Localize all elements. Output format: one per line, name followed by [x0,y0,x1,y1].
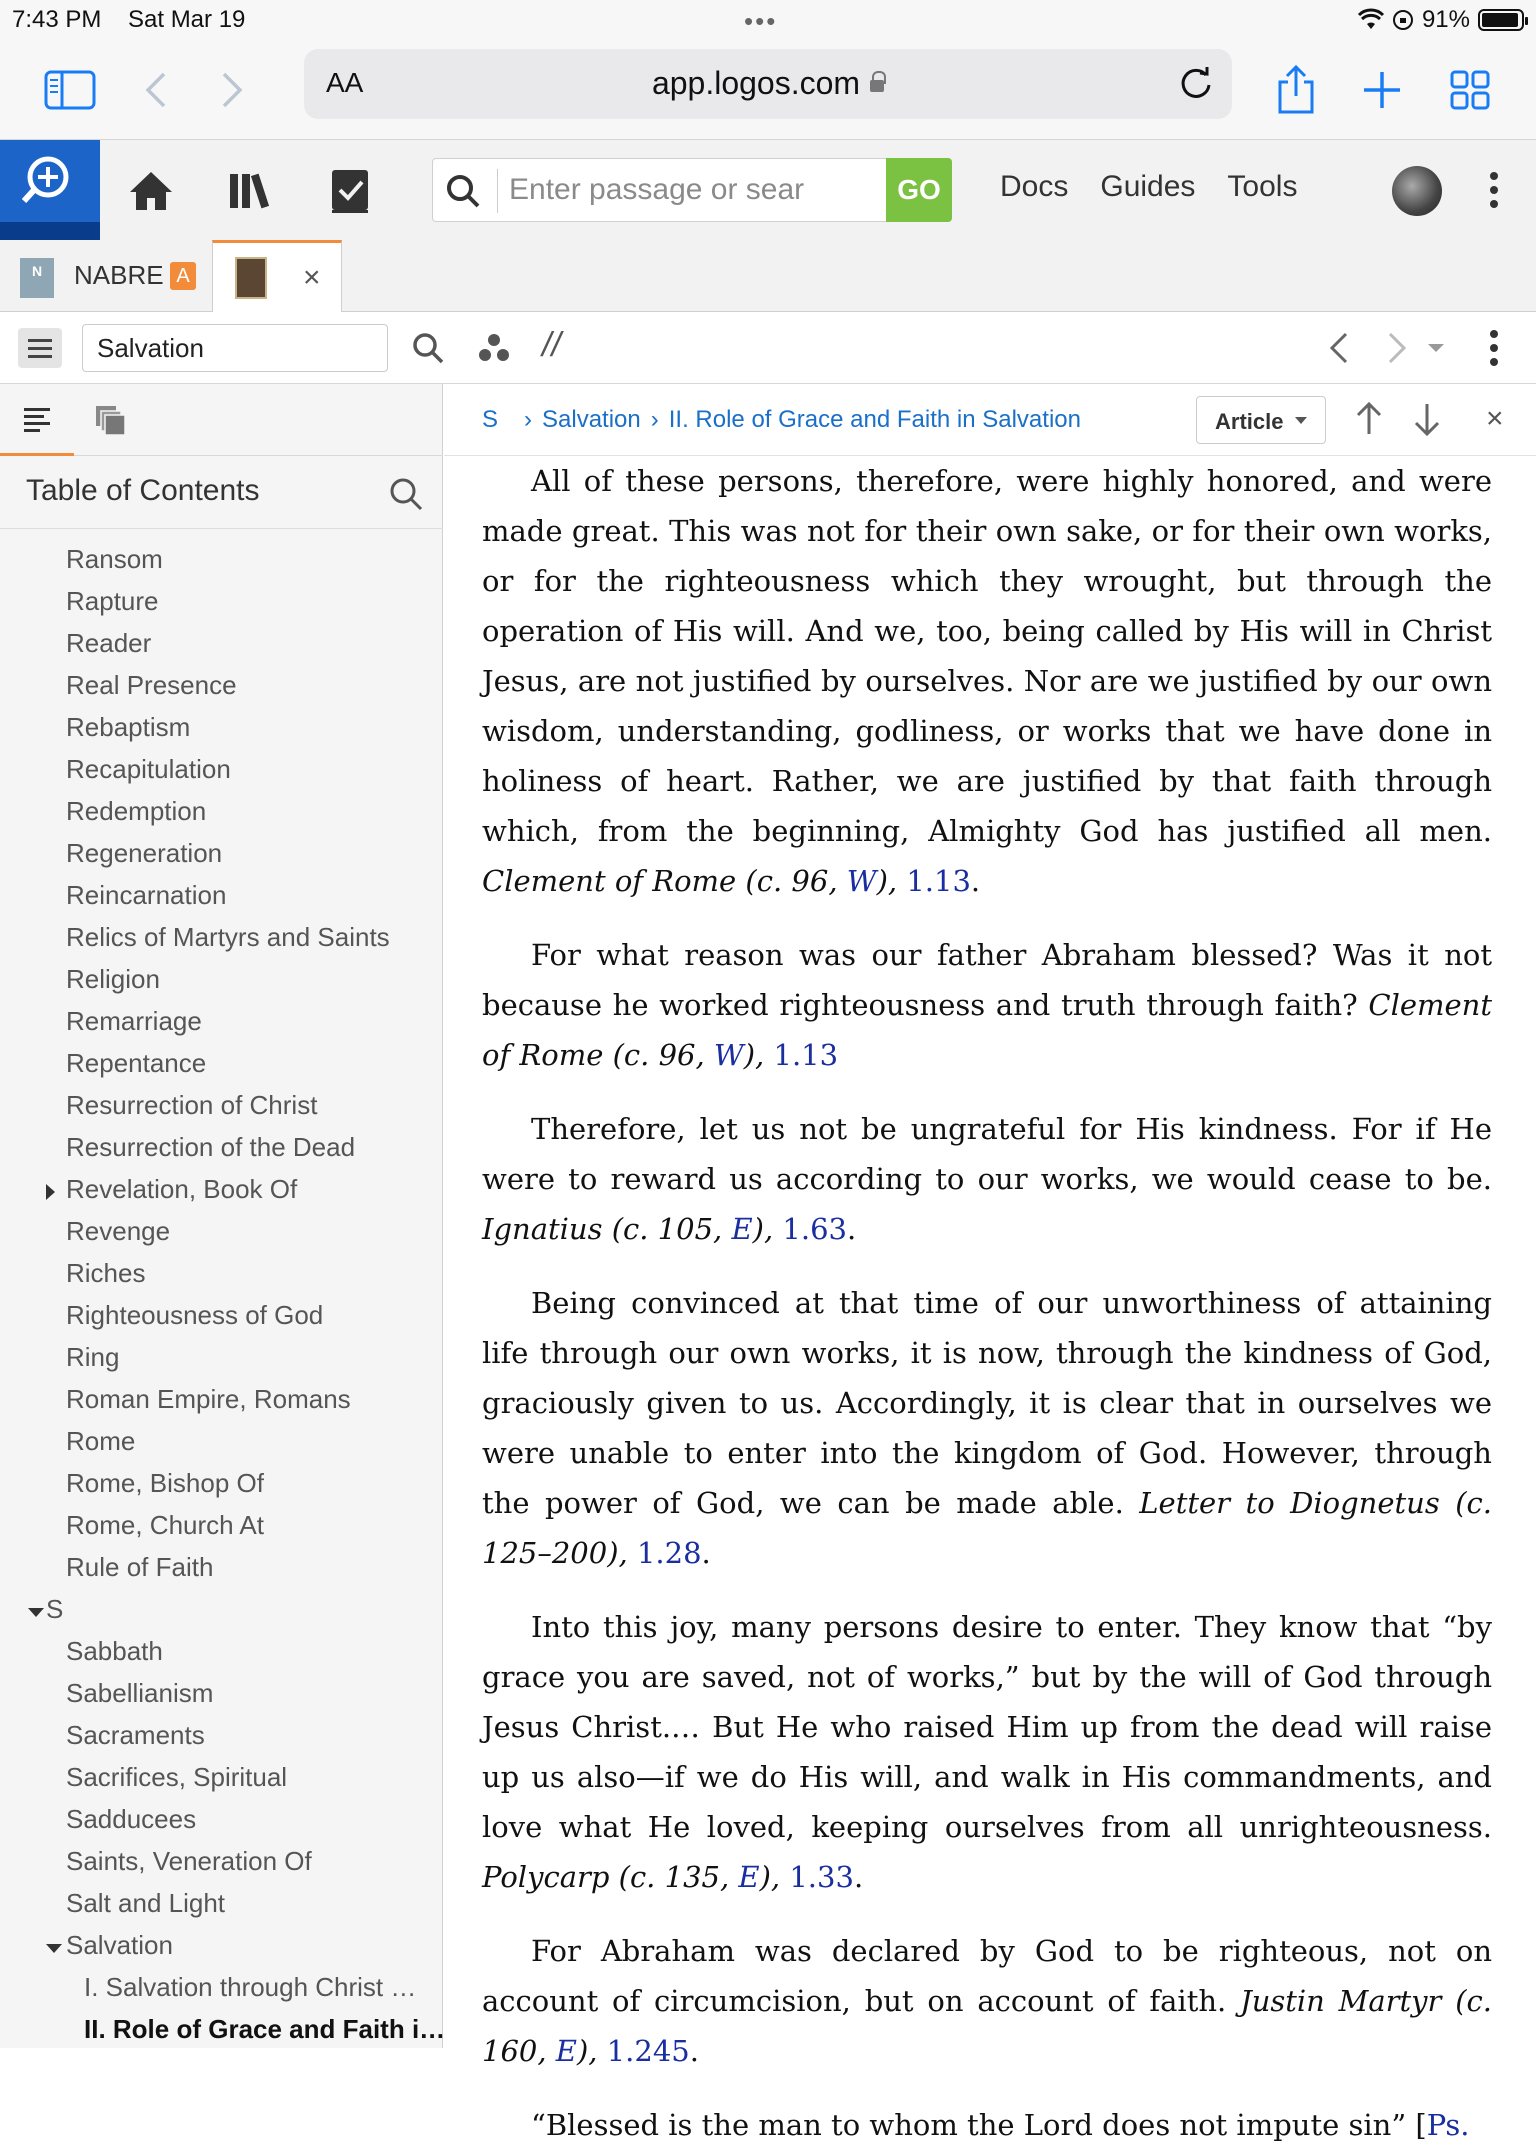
toc-item[interactable] [0,586,443,628]
citation-source: Polycarp (c. 135, [482,1860,739,1894]
visual-filters-icon[interactable] [476,330,512,366]
toc-item-label: Repentance [66,1048,207,1078]
toc-item[interactable] [0,1888,443,1930]
article-paragraph [482,1602,1492,1902]
toc-item[interactable] [0,880,443,922]
toc-title: Table of Contents [26,474,260,507]
toc-item[interactable] [0,754,443,796]
wifi-icon [1358,9,1384,31]
toc-item-label: Resurrection of the Dead [66,1132,356,1162]
citation-source: Ignatius (c. 105, [482,1212,732,1246]
toc-item-label: Reader [66,628,152,658]
history-dropdown-icon[interactable] [1418,330,1454,366]
breadcrumb-root[interactable]: S [482,406,499,433]
paragraph-end: . [970,864,981,898]
toc-item[interactable] [0,1132,443,1174]
expand-caret-icon[interactable] [46,1184,55,1200]
toc-item[interactable] [0,796,443,838]
toc-item-label: Roman Empire, Romans [66,1384,351,1414]
reference-box[interactable] [82,324,388,372]
tab-stack-icon[interactable] [94,404,126,436]
toc-item[interactable] [0,1720,443,1762]
tab-toc[interactable] [0,384,74,456]
toc-item[interactable] [0,1510,443,1552]
paragraph-text: All of these persons, therefore, were highly honored, and were made great. This was not for their own sake, or for their own works, or for the righteousness which they wrought, but through the operation of His will. And we, too, being called by His will in Christ Jesus, are not justified by ourselves. Nor are we justified by our own wisdom, understanding, godliness, or works that we have done in holiness of heart. Rather, we are justified by that faith through which, from the beginning, Almighty God has justified all men. [482,464,1492,848]
toc-item[interactable] [0,1048,443,1090]
interlinear-toggle[interactable]: // [542,326,561,364]
citation-text: ), [576,2034,607,2068]
toc-item[interactable] [0,1552,443,1594]
toc-item-label: Saints, Veneration Of [66,1846,312,1876]
address-bar[interactable] [304,49,1232,119]
toc-item[interactable] [0,1258,443,1300]
toc-item-label: Relics of Martyrs and Saints [66,922,390,952]
article-paragraph [482,1104,1492,1254]
toc-item[interactable] [0,1342,443,1384]
toc-item-label: Real Presence [66,670,237,700]
docs-link[interactable]: Docs [1000,170,1069,203]
toc-item[interactable] [0,1384,443,1426]
reading-plan-icon[interactable] [326,166,376,216]
page-reference-link[interactable]: Ps. [1426,2108,1470,2142]
toc-item-label: Regeneration [66,838,223,868]
toc-item[interactable] [0,712,443,754]
article-paragraph [482,2100,1492,2150]
toc-item-label: Rome, Church At [66,1510,264,1540]
logos-logo-icon[interactable] [0,140,100,240]
page-reference-link[interactable]: 1.245 [606,2034,690,2068]
toc-item[interactable] [0,922,443,964]
history-back-icon[interactable] [1322,330,1358,366]
text-size-button[interactable]: AA [326,67,364,98]
breadcrumb-bar [444,384,1536,456]
paragraph-text: “Blessed is the man to whom the Lord does not impute sin” [ [531,2108,1427,2142]
tab-active-resource[interactable] [212,240,342,313]
toc-item-label: Righteousness of God [66,1300,324,1330]
reload-icon[interactable] [1176,63,1216,103]
status-time: 7:43 PM [12,6,102,33]
status-date: Sat Mar 19 [128,6,246,33]
toc-item[interactable] [0,1426,443,1468]
toc-item-label: Revenge [66,1216,171,1246]
toc-item-label: Ring [66,1342,120,1372]
go-button[interactable]: GO [886,158,952,222]
toc-item-label: Sabellianism [66,1678,214,1708]
citation-source: Letter to Diognetus (c. 125–200), [482,1486,1492,1570]
toc-item[interactable] [0,838,443,880]
panel-menu-icon[interactable] [18,328,62,368]
toc-item[interactable] [0,964,443,1006]
multitasking-dots-icon[interactable]: ••• [744,6,778,36]
toc-list [0,544,446,2056]
toc-item[interactable] [0,544,443,586]
panel-more-icon[interactable] [1490,330,1500,370]
tab-nabre[interactable] [0,240,212,312]
toc-item[interactable] [0,1594,443,1636]
link-set-badge[interactable]: A [170,262,196,290]
toc-item-label: Reincarnation [66,880,227,910]
paragraph-text: Into this joy, many persons desire to enter. They know that “by grace you are saved, not of works,” but by the will of God through Jesus Christ.… But He who raised Him up from the dead will raise up us also—if we do His will, and walk in His commandments, and love what He loved, keeping ourselves from all unrighteousness. [482,1610,1492,1844]
toc-item-label: Riches [66,1258,146,1288]
toc-item[interactable] [0,1762,443,1804]
back-icon[interactable] [128,62,184,118]
toc-item[interactable] [0,1468,443,1510]
citation-text: ), [876,864,907,898]
battery-percent: 91% [1421,6,1470,33]
toc-item-label: S [46,1594,64,1624]
citation-edition-link[interactable]: E [738,1860,760,1894]
breadcrumb-level2[interactable]: II. Role of Grace and Faith in Salvation [668,406,1081,433]
citation-text: ), [759,1860,790,1894]
toc-item-label: I. Salvation through Christ … [84,1972,417,2002]
status-bar [0,0,1536,40]
article-body [482,456,1492,2142]
article-paragraph [482,930,1492,1080]
toc-item[interactable] [0,1804,443,1846]
toc-item-label: Sadducees [66,1804,197,1834]
citation-source: Justin Martyr (c. 160, [482,1984,1492,2068]
page-reference-link[interactable]: 1.13 [906,864,971,898]
paragraph-end: . [689,2034,699,2068]
app-more-icon[interactable] [1490,172,1500,212]
breadcrumb: S › Salvation › II. Role of Grace and Faith in Salvation [482,406,1081,433]
history-forward-icon[interactable] [1378,330,1414,366]
status-right [1358,6,1524,34]
tab-nabre-label: NABRE [74,260,164,290]
citation-edition-link[interactable]: E [731,1212,753,1246]
resource-toolbar [0,312,1536,384]
battery-icon [1478,9,1524,31]
library-icon[interactable] [226,166,276,216]
toc-item[interactable] [0,1930,443,1972]
book-cover-icon [235,257,267,299]
page-reference-link[interactable]: 1.33 [789,1860,854,1894]
sidebar-tabs [0,384,443,456]
page-reference-link[interactable]: 1.13 [773,1038,839,1072]
breadcrumb-level1[interactable]: Salvation [542,406,641,433]
view-mode-dropdown[interactable]: Article [1196,396,1326,444]
toc-item[interactable] [0,1090,443,1132]
toc-item-label: Salvation [66,1930,173,1960]
passage-search-input[interactable] [507,167,807,213]
paragraph-text: For what reason was our father Abraham blessed? Was it not because he worked righteousness and truth through faith? [482,938,1492,1022]
toc-item[interactable] [0,1678,443,1720]
toc-item-label: Ransom [66,544,163,574]
sidebar-toggle-icon[interactable] [42,62,98,118]
citation-edition-link[interactable]: W [713,1038,744,1072]
toc-item-label: Rule of Faith [66,1552,214,1582]
forward-icon[interactable] [204,62,260,118]
header-nav [1000,170,1297,204]
next-article-icon[interactable] [1410,400,1444,438]
toc-item[interactable] [0,628,443,670]
toc-item-label: Rapture [66,586,159,616]
toc-item-label: Sacrifices, Spiritual [66,1762,288,1792]
toc-item[interactable] [0,1972,443,2014]
toc-item-label: Remarriage [66,1006,202,1036]
collapse-caret-icon[interactable] [46,1944,62,1953]
citation-source: Clement of Rome (c. 96, [482,988,1492,1072]
toc-item-label: Rome [66,1426,136,1456]
avatar[interactable] [1392,166,1442,216]
toc-item[interactable] [0,2014,446,2056]
paragraph-end: . [701,1536,711,1570]
citation-text: ), [743,1038,774,1072]
previous-article-icon[interactable] [1352,400,1386,438]
app-header [0,140,1536,240]
toc-item-label: Recapitulation [66,754,231,784]
close-tab-icon[interactable]: × [303,261,321,294]
toc-item-label: Sacraments [66,1720,205,1750]
toc-item[interactable] [0,1174,443,1216]
paragraph-text: Therefore, let us not be ungrateful for His kindness. For if He were to reward us according to our works, we would cease to be. [482,1112,1492,1196]
close-breadcrumb-icon[interactable]: × [1486,402,1504,435]
page-reference-link[interactable]: 1.28 [636,1536,702,1570]
search-icon [445,173,481,209]
toc-item-label: Salt and Light [66,1888,226,1918]
new-tab-icon[interactable] [1354,62,1410,118]
toc-sidebar [0,384,446,2048]
share-icon[interactable] [1268,62,1324,118]
toc-item-label: II. Role of Grace and Faith i… [84,2014,446,2044]
toc-item[interactable] [0,1006,443,1048]
resource-tab-strip [0,240,1536,312]
toc-item-label: Revelation, Book Of [66,1174,298,1204]
paragraph-text: For Abraham was declared by God to be righteous, not on account of circumcision, but on account of faith. [482,1934,1492,2018]
bible-cover-icon: N [20,258,54,298]
toc-item-label: Rebaptism [66,712,191,742]
toc-item-label: Resurrection of Christ [66,1090,318,1120]
toc-item[interactable] [0,670,443,712]
citation-text: ), [752,1212,783,1246]
tools-link[interactable]: Tools [1227,170,1298,203]
toc-item[interactable] [0,1636,443,1678]
citation-edition-link[interactable]: W [846,864,877,898]
article-paragraph [482,1926,1492,2076]
safari-toolbar [0,40,1536,140]
url-text[interactable]: app.logos.com [304,65,1232,102]
toc-item-label: Rome, Bishop Of [66,1468,264,1498]
guides-link[interactable]: Guides [1100,170,1196,203]
paragraph-end: . [853,1860,864,1894]
toc-item[interactable] [0,1300,443,1342]
tab-overview-icon[interactable] [1442,62,1498,118]
toc-item[interactable] [0,1216,443,1258]
article-paragraph [482,456,1492,906]
paragraph-text: Being convinced at that time of our unworthiness of attaining life through our own works, it is now, through the kindness of God, graciously given to us. Accordingly, it is clear that in ourselves we were unable to enter into the kingdom of God. However, through the power of God, we can be made able. [482,1286,1492,1520]
toc-search-icon[interactable] [388,476,424,512]
passage-search-box[interactable] [432,158,952,222]
citation-source: Clement of Rome (c. 96, [482,864,847,898]
citation-edition-link[interactable]: E [555,2034,577,2068]
lock-icon [870,80,884,92]
orientation-lock-icon [1392,9,1414,31]
toc-item[interactable] [0,1846,443,1888]
collapse-caret-icon[interactable] [28,1608,44,1617]
article-paragraph [482,1278,1492,1578]
page-reference-link[interactable]: 1.63 [782,1212,847,1246]
toc-item-label: Sabbath [66,1636,163,1666]
home-icon[interactable] [126,166,176,216]
toc-item-label: Religion [66,964,160,994]
toc-item-label: Redemption [66,796,207,826]
paragraph-end: . [847,1212,857,1246]
toc-list-icon [22,404,52,434]
find-icon[interactable] [410,330,446,366]
